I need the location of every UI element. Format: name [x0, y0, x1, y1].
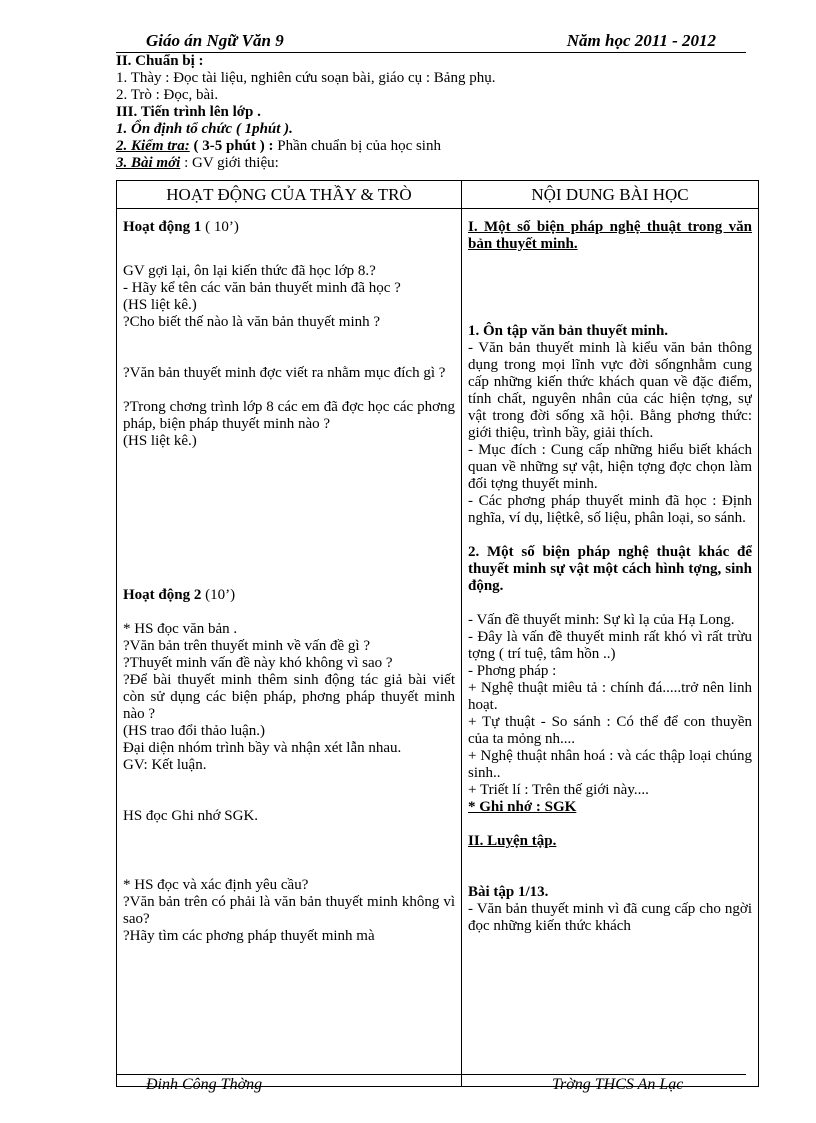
- header-subject: Giáo án Ngữ Văn 9: [146, 31, 284, 50]
- exercise-heading: Bài tập 1/13.: [468, 884, 549, 900]
- section-2-heading: II. Luyện tập.: [468, 833, 557, 849]
- memo-note: * Ghi nhớ : SGK: [468, 799, 577, 815]
- left-line: * HS đọc văn bản .: [123, 621, 238, 637]
- left-line: ?Trong chơng trình lớp 8 các em đã đợc học các phơng pháp, biện pháp thuyết minh nào ?: [123, 399, 455, 432]
- header-school-year: Năm học 2011 - 2012: [566, 31, 716, 50]
- step-2-time: ( 3-5 phút ) :: [189, 138, 274, 154]
- right-line: - Phơng pháp :: [468, 663, 557, 679]
- activities-cell: [117, 209, 462, 1087]
- step-2: [116, 138, 756, 155]
- step-3: [116, 155, 756, 172]
- process-title: III. Tiến trình lên lớp .: [116, 104, 261, 120]
- left-line: ?Thuyết minh vấn đề này khó không vì sao ?: [123, 655, 393, 671]
- section-1-heading: I. Một số biện pháp nghệ thuật trong văn bản thuyết minh.: [468, 219, 752, 252]
- left-line: ?Để bài thuyết minh thêm sinh động tác giả bài viết còn sử dụng các biện pháp, phơng pháp thuyết minh nào ?: [123, 672, 455, 722]
- step-2-label: 2. Kiểm tra:: [116, 138, 190, 154]
- footer-author: Đinh Công Thờng: [146, 1076, 263, 1093]
- left-line: ?Cho biết thế nào là văn bản thuyết minh ?: [123, 314, 381, 330]
- right-line: - Các phơng pháp thuyết minh đã học : Định nghĩa, ví dụ, liệtkê, số liệu, phân loại, so sánh.: [468, 493, 752, 526]
- page-footer: [116, 1074, 746, 1093]
- prep-student: 2. Trò : Đọc, bài.: [116, 87, 219, 103]
- right-line: - Vấn đề thuyết minh: Sự kì lạ của Hạ Long.: [468, 612, 735, 628]
- right-line: + Tự thuật - So sánh : Có thể để con thuyền của ta mỏng nh....: [468, 714, 752, 747]
- left-line: (HS liệt kê.): [123, 433, 197, 449]
- step-3-label: 3. Bài mới: [116, 155, 181, 171]
- left-line: * HS đọc và xác định yêu cầu?: [123, 877, 309, 893]
- activity-1-time: ( 10’): [201, 219, 239, 235]
- prep-title: II. Chuẩn bị :: [116, 53, 204, 69]
- prep-teacher: 1. Thày : Đọc tài liệu, nghiên cứu soạn bài, giáo cụ : Bảng phụ.: [116, 70, 496, 86]
- subsection-1-heading: 1. Ôn tập văn bản thuyết minh.: [468, 323, 669, 339]
- page-header: [116, 30, 746, 53]
- step-1: 1. Ổn định tổ chức ( 1phút ).: [116, 121, 293, 137]
- left-line: ?Văn bản trên có phải là văn bản thuyết minh không vì sao?: [123, 894, 455, 927]
- right-line: - Mục đích : Cung cấp những hiểu biết khách quan về những sự vật, hiện tợng đợc chọn làm đối tợng thuyết minh.: [468, 442, 752, 492]
- content-cell: [462, 209, 759, 1087]
- step-2-text: Phần chuẩn bị của học sinh: [273, 138, 441, 154]
- left-line: ?Văn bản trên thuyết minh về vấn đề gì ?: [123, 638, 371, 654]
- footer-school: Trờng THCS An Lạc: [552, 1076, 684, 1093]
- right-line: - Văn bản thuyết minh là kiểu văn bản thông dụng trong mọi lĩnh vực đời sốngnhằm cung cấp những kiến thức khách quan về đặc điểm, tính chất, nguyên nhân của các hiện tợng, sự vật trong đời sống xã hội. Bằng phơng thức: giới thiệu, trình bầy, giải thích.: [468, 340, 752, 441]
- left-line: ?Văn bản thuyết minh đợc viết ra nhằm mục đích gì ?: [123, 365, 446, 381]
- right-line: - Văn bản thuyết minh vì đã cung cấp cho ngời đọc những kiến thức khách: [468, 901, 752, 934]
- activity-2-time: (10’): [201, 587, 236, 603]
- activity-1-title: Hoạt động 1: [123, 219, 202, 235]
- right-line: + Nghệ thuật miêu tả : chính đá.....trở nên linh hoạt.: [468, 680, 752, 713]
- right-line: + Triết lí : Trên thế giới này....: [468, 782, 649, 798]
- left-line: GV: Kết luận.: [123, 757, 207, 773]
- col-header-content: NỘI DUNG BÀI HỌC: [462, 181, 759, 209]
- right-line: + Nghệ thuật nhân hoá : và các thập loại chúng sinh..: [468, 748, 752, 781]
- left-line: - Hãy kể tên các văn bản thuyết minh đã học ?: [123, 280, 401, 296]
- left-line: (HS liệt kê.): [123, 297, 197, 313]
- left-line: (HS trao đổi thảo luận.): [123, 723, 266, 739]
- step-3-text: : GV giới thiệu:: [180, 155, 279, 171]
- preparation-section: [116, 53, 756, 172]
- activity-2-title: Hoạt động 2: [123, 587, 202, 603]
- left-line: HS đọc Ghi nhớ SGK.: [123, 808, 259, 824]
- lesson-table: [116, 180, 759, 1087]
- right-line: - Đây là vấn đề thuyết minh rất khó vì rất trừu tợng ( trí tuệ, tâm hồn ..): [468, 629, 752, 662]
- col-header-activities: HOẠT ĐỘNG CỦA THẦY & TRÒ: [117, 181, 462, 209]
- left-line: Đại diện nhóm trình bầy và nhận xét lẫn nhau.: [123, 740, 402, 756]
- left-line: GV gợi lại, ôn lại kiến thức đã học lớp 8.?: [123, 263, 376, 279]
- subsection-2-heading: 2. Một số biện pháp nghệ thuật khác để thuyết minh sự vật một cách hình tợng, sinh động.: [468, 544, 752, 594]
- left-line: ?Hãy tìm các phơng pháp thuyết minh mà: [123, 928, 375, 944]
